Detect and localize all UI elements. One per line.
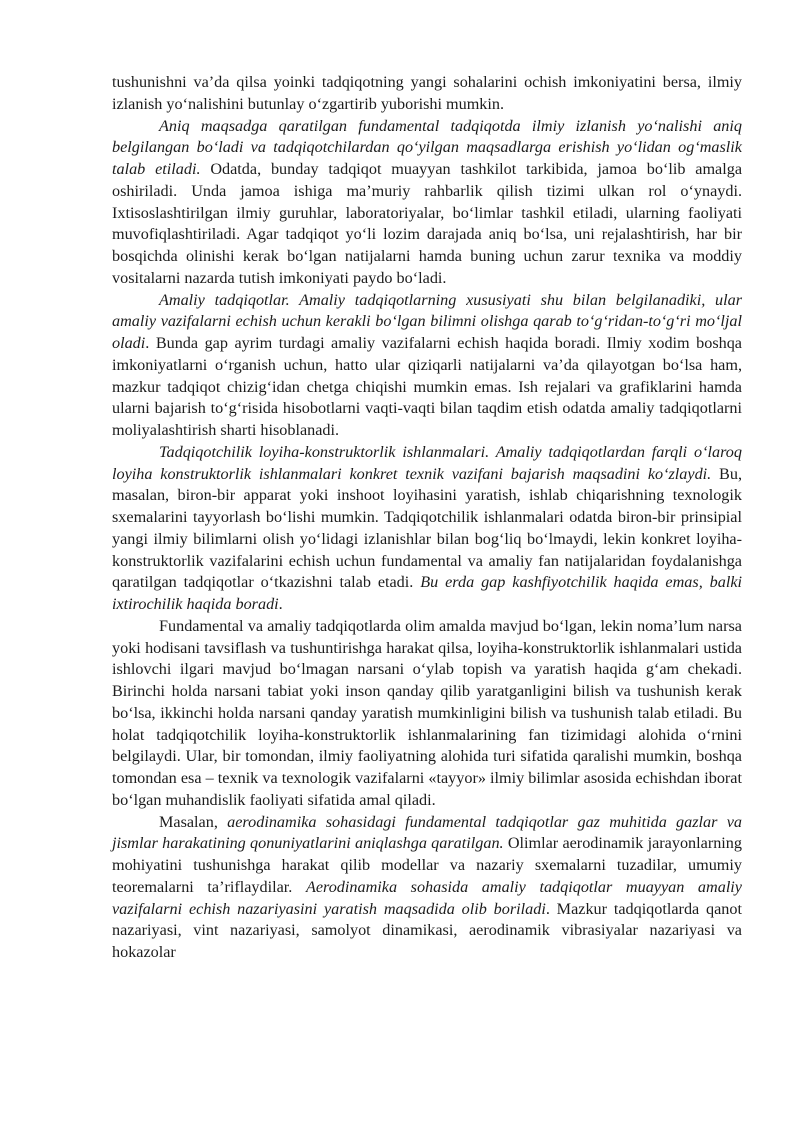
paragraph-6-italic-1: aerodinamika sohasidagi fundamental tadqiqotlar gaz muhitida gazlar va jismlar harakatining qonuniyatlarini aniqlashga qaratilgan. — [112, 812, 742, 853]
paragraph-1 — [112, 72, 742, 116]
paragraph-5-text: Fundamental va amaliy tadqiqotlarda olim amalda mavjud bo‘lgan, lekin noma’lum narsa yoki hodisani tavsiflash va tushuntirishga harakat qilsa, loyiha-konstruktorlik ishlanmalari ustida ishlovchi ilgari mavjud bo‘lmagan narsani o‘ylab topish va yaratish haqida g‘am chekadi. Birinchi holda narsani tabiat yoki inson qanday qilib yaratganligini bilish va tushunish kerak bo‘lsa, ikkinchi holda narsani qanday yaratish mumkinligini bilish va tushunish talab etiladi. Bu holat tadqiqotchilik loyiha-konstruktorlik ishlanmalarining fan tizimidagi alohida o‘rnini belgilaydi. Ular, bir tomondan, ilmiy faoliyatning alohida turi sifatida qaralishi mumkin, boshqa tomondan esa – texnik va texnologik vazifalarni «tayyor» ilmiy bilimlar asosida echishdan iborat bo‘lgan muhandislik faoliyati sifatida amal qiladi. — [112, 616, 742, 809]
document-page — [112, 72, 742, 964]
paragraph-2 — [112, 116, 742, 290]
paragraph-4 — [112, 442, 742, 616]
paragraph-4-end: . — [278, 595, 283, 613]
paragraph-3-italic-lead: Amaliy tadqiqotlar. Amaliy tadqiqotlarning xususiyati shu bilan belgilanadiki, ular amaliy vazifalarni echish uchun kerakli bo‘lgan bilimni olishga qarab to‘g‘ridan-to‘g‘ri mo‘ljal oladi — [112, 290, 742, 352]
paragraph-6 — [112, 812, 742, 964]
paragraph-6-lead: Masalan, — [159, 812, 228, 831]
paragraph-6-end: . Mazkur tadqiqotlarda qanot nazariyasi, vint nazariyasi, samolyot dinamikasi, aerodinamik vibrasiyalar nazariyasi va hokazolar — [112, 899, 742, 961]
paragraph-6-text: Olimlar aerodinamik jarayonlarning mohiyatini tushunishga harakat qilib modellar va nazariy sxemalarni tuzadilar, umumiy teoremalarni ta’riflaydilar. — [112, 834, 742, 896]
paragraph-1-text: tushunishni va’da qilsa yoinki tadqiqotning yangi sohalarini ochish imkoniyatini bersa, ilmiy izlanish yo‘nalishini butunlay o‘zgartirib yuborishi mumkin. — [112, 73, 742, 113]
paragraph-2-italic-lead: Aniq maqsadga qaratilgan fundamental tadqiqotda ilmiy izlanish yo‘nalishi aniq belgilangan bo‘ladi va tadqiqotchilardan qo‘yilgan maqsadlarga erishish yo‘lidan og‘maslik talab etiladi. — [112, 116, 742, 178]
paragraph-3-text: . Bunda gap ayrim turdagi amaliy vazifalarni echish haqida boradi. Ilmiy xodim boshqa imkoniyatlarni o‘rganish uchun, hatto ular qiziqarli natijalarni va’da qilayotgan bo‘lsa ham, mazkur tadqiqot chizig‘idan chetga chiqishi mumkin emas. Ish rejalari va grafiklarini hamda ularni bajarish to‘g‘risida hisobotlarni vaqti-vaqti bilan taqdim etish odatda amaliy tadqiqotlarni moliyalashtirish sharti hisoblanadi. — [112, 334, 742, 439]
paragraph-3 — [112, 290, 742, 442]
paragraph-5 — [112, 616, 742, 812]
paragraph-4-italic-lead: Tadqiqotchilik loyiha-konstruktorlik ishlanmalari. Amaliy tadqiqotlardan farqli o‘laroq loyiha konstruktorlik ishlanmalari konkret texnik vazifani bajarish maqsadini ko‘zlaydi. — [112, 442, 742, 483]
paragraph-4-text: Bu, masalan, biron-bir apparat yoki inshoot loyihasini yaratish, ishlab chiqarishning texnologik sxemalarini tayyorlash bo‘lishi mumkin. Tadqiqotchilik ishlanmalari odatda biron-bir prinsipial yangi ilmiy bilimlarni olish yo‘lidagi izlanishlar bilan bog‘liq bo‘lmaydi, lekin konkret loyiha-konstruktorlik vazifalarini echish uchun fundamental va amaliy fan natijalaridan foydalanishga qaratilgan tadqiqotlar o‘tkazishni talab etadi. — [112, 464, 742, 592]
paragraph-4-italic-tail: Bu erda gap kashfiyotchilik haqida emas, balki ixtirochilik haqida boradi — [112, 573, 743, 613]
paragraph-2-text: Odatda, bunday tadqiqot muayyan tashkilot tarkibida, jamoa bo‘lib amalga oshiriladi. Unda jamoa ishiga ma’muriy rahbarlik qilish tizimi ulkan rol o‘ynaydi. Ixtisoslashtirilgan ilmiy guruhlar, laboratoriyalar, bo‘limlar tashkil etiladi, ularning faoliyati muvofiqlashtiriladi. Agar tadqiqot yo‘li lozim darajada aniq bo‘lsa, uni rejalashtirish, har bir bosqichda olinishi kerak bo‘lgan natijalarni hamda buning uchun zarur texnika va moddiy vositalarni nazarda tutish imkoniyati paydo bo‘ladi. — [112, 160, 743, 287]
paragraph-6-italic-2: Aerodinamika sohasida amaliy tadqiqotlar muayyan amaliy vazifalarni echish nazariyasini yaratish maqsadida olib boriladi — [112, 877, 742, 918]
